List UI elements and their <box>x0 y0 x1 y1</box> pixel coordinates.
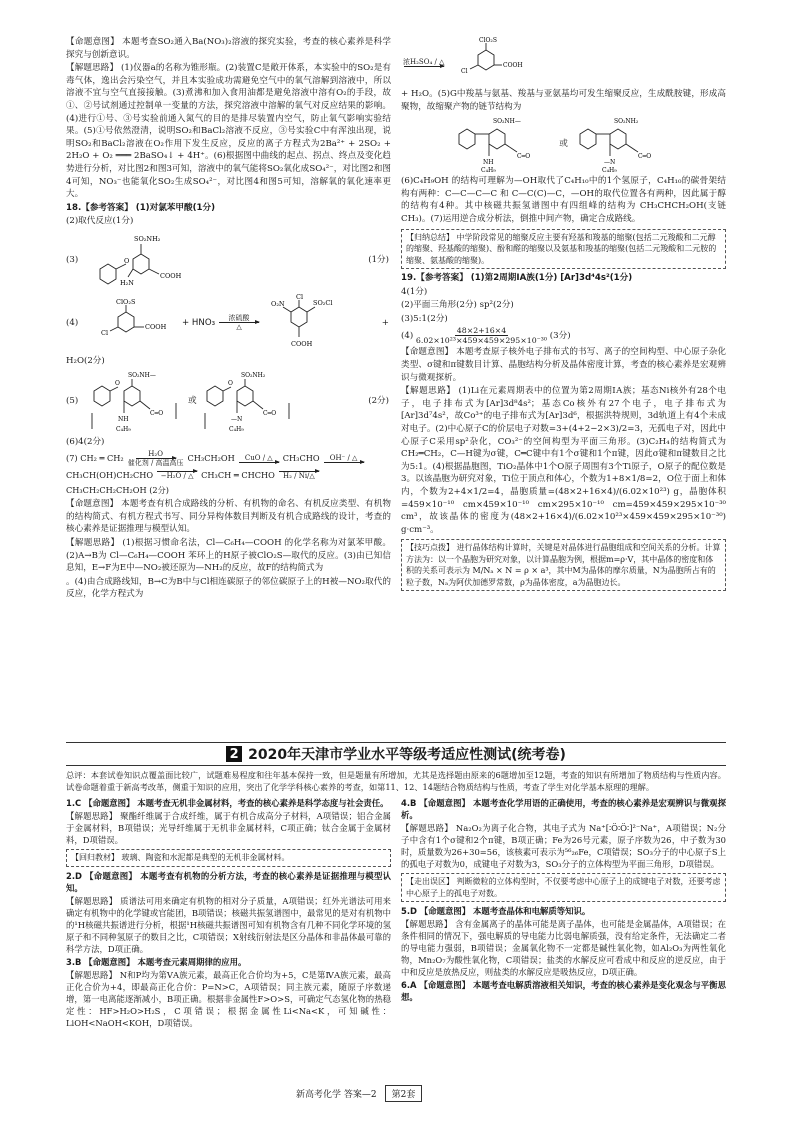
svg-text:C₄H₉: C₄H₉ <box>481 167 496 175</box>
svg-text:C₄H₉: C₄H₉ <box>601 167 617 175</box>
q19-intent: 【命题意图】 本题考查原子核外电子排布式的书写、离子的空间构型、中心原子杂化类型、σ键和π键数目计算、晶胞结构分析及晶体密度计算，考查的核心素养是宏观辨识与微观探析。 <box>401 347 726 383</box>
svg-text:SO₂NH₂: SO₂NH₂ <box>240 371 265 379</box>
ans5-solution: 【解题思路】 含有金属离子的晶体可能是离子晶体，也可能是金属晶体，A项错误；在条件相同的情况下，强电解质的导电能力比弱电解质强，没有给定条件，无法确定二者的导电能力强弱，B项错误；金属氧化物不一定都是碱性氧化物，如Al₂O₃为两性氧化物，Mn₂O₇为酸性氧化物，C项错误；盐类的水解反应可看成中和反应的逆反应，由于中和反应是放热反应，则盐类的水解反应是吸热反应，D项正确。 <box>401 919 726 977</box>
q19e-score: (3分) <box>549 331 571 342</box>
section-title: 2020年天津市学业水平等级考适应性测试(统考卷) <box>248 747 566 763</box>
footer-set: 第2套 <box>385 1085 423 1102</box>
mol-cl-label: Cl <box>101 328 109 337</box>
q18-item-5-label: (5) <box>66 396 79 407</box>
molecule-chloro-nitro <box>446 37 546 87</box>
route-acetaldehyde: CH₃CHO <box>282 453 320 464</box>
synthesis-route <box>66 450 391 496</box>
route-aldol: CH₃CH(OH)CH₂CHO <box>66 470 154 481</box>
q18-item-5 <box>66 369 391 435</box>
summary-box: 【归纳总结】 中学阶段常见的缩聚反应主要有羟基和羧基的缩聚(包括二元羧酸和二元醇的缩聚、羟基酸的缩聚)、酚和醛的缩聚以及氨基和羧基的缩聚(包括二元羧酸和二元胺的缩聚、氨基酸的缩聚)。 <box>401 229 726 270</box>
q17-intent: 【命题意图】 本题考查SO₂通入Ba(NO₃)₂溶液的探究实验，考查的核心素养是科学探究与创新意识。 <box>66 37 391 60</box>
polymer-unit-d <box>574 114 674 174</box>
mol-o-label: O <box>124 256 130 265</box>
right-text-1: + H₂O。(5)G中羧基与氨基、羧基与亚氨基均可发生缩聚反应，生成酰胺键，形成高聚物，故缩聚产物的链节结构为 <box>401 89 726 112</box>
svg-text:C═O: C═O <box>637 153 651 161</box>
q18-item-3 <box>66 229 391 291</box>
svg-text:O: O <box>227 379 233 387</box>
ans5-intent: 5.D 【命题意图】 本题考查晶体和电解质等知识。 <box>401 906 591 916</box>
mol-so2nh2-label: SO₂NH₂ <box>134 234 161 243</box>
q18-item-3-score: (1分) <box>368 254 389 265</box>
route-arrow-1-top: H₂O <box>148 450 163 459</box>
section-2 <box>66 742 726 1030</box>
svg-text:O: O <box>115 379 120 387</box>
section-number: 2 <box>226 746 242 762</box>
svg-text:—N: —N <box>603 159 616 167</box>
svg-text:SO₂NH—: SO₂NH— <box>128 371 156 379</box>
ans3-intent: 3.B 【命题意图】 本题考查元素周期律的应用。 <box>66 956 247 967</box>
route-arrow-1 <box>128 450 184 467</box>
svg-text:SO₂NH—: SO₂NH— <box>493 118 522 126</box>
q19-answer-c: (2)平面三角形(2分) sp²(2分) <box>401 300 514 311</box>
right-arrow <box>403 58 444 67</box>
molecule-c-structure <box>261 292 343 354</box>
route-arrow-2-cond: CuO / △ <box>244 454 273 463</box>
svg-text:C₄H₉: C₄H₉ <box>116 425 131 433</box>
svg-text:COOH: COOH <box>291 339 313 348</box>
route-arrow-2 <box>239 454 279 463</box>
route-arrow-4-cond: −H₂O / △ <box>160 471 194 480</box>
q18-intent: 【命题意图】 本题考查有机合成路线的分析、有机物的命名、有机反应类型、有机物的结构简式、有机方程式书写、同分异构体数目判断及有机合成路线的设计，考查的核心素养是证据推理与模型认知。 <box>66 499 391 535</box>
q18-item-6: (6)4(2分) <box>66 436 105 447</box>
svg-text:ClO₂S: ClO₂S <box>479 37 498 44</box>
route-ethanol: CH₃CH₂OH <box>187 453 235 464</box>
svg-text:C═O: C═O <box>517 153 531 161</box>
q17-solution: 【解题思路】 (1)仪器a的名称为锥形瓶。(2)装置C是敞开体系，本实验中的SO₂是有毒气体，逸出会污染空气，并且本实验成功需避免空气中的氧气溶解到溶液中，所以溶液不宜与空气直接接触。(3)煮沸和加入食用油都是避免溶液中溶有O₂的手段，故①、②号试剂通过控制单一变量的方法，探究溶液中溶解的氧气对反应结果的影响。(4)进行①号、③号实验前通入氮气的目的是排尽装置内空气，防止氧气影响实验结果。(5)①号依然澄清，说明SO₂和BaCl₂溶液不反应，③号实验C中有浑浊出现，说明SO₂和BaCl₂溶液在O₂作用下发生反应，反应的离子方程式为2Ba²⁺ + 2SO₂ + 2H₂O + O₂ ═══ 2BaSO₄↓ + 4H⁺。(6)根据图中曲线的起点、拐点、终点及变化趋势进行分析，对比图2和图3可知，溶液中的氧气能将SO₂氧化成SO₄²⁻，对比图2和图4可知，NO₃⁻也能氧化SO₂生成SO₄²⁻，对比图4和图5可知，溶解氧的氧化速率更大。 <box>66 63 391 200</box>
route-crotonaldehyde: CH₃CH ═ CHCHO <box>201 470 275 481</box>
right-or: 或 <box>559 138 568 149</box>
route-arrow-3-cond: OH⁻ / △ <box>329 454 358 463</box>
right-reaction <box>401 37 726 87</box>
density-fraction <box>416 326 547 345</box>
q18-water: H₂O(2分) <box>66 355 105 366</box>
route-arrow-4 <box>157 471 197 480</box>
ans4-intent: 4.B 【命题意图】 本题考查化学用语的正确使用，考查的核心素养是宏观辨识与微观探析。 <box>401 798 726 820</box>
bottom-left-column <box>66 797 391 1030</box>
q18-item-5-score: (2分) <box>368 396 389 407</box>
q19e-prefix: (4) <box>401 331 414 342</box>
svg-text:Cl: Cl <box>296 292 304 301</box>
svg-text:—N: —N <box>230 415 242 423</box>
mol-nh2-label: H₂N <box>120 278 134 287</box>
answer-page <box>66 36 726 1106</box>
right-text-2: (6)C₄H₉OH 的结构可理解为—OH取代了C₄H₁₀中的1个氢原子，C₄H₁₀的碳骨架结构有两种：C—C—C—C 和 C—C(C)—C，—OH的取代位置各有两种，因此属于醇的结构有4种。其中核磁共振氢谱图中有四组峰的结构为 CH₃CHCH₂OH(支链CH₃)。(7)运用逆合成分析法，倒推中间产物，确定合成路线。 <box>401 176 726 224</box>
bottom-columns <box>66 797 726 1030</box>
density-denominator: 6.02×10²³×459×459×295×10⁻³⁰ <box>415 336 548 346</box>
q19-answer-d: (3)5:1(2分) <box>401 313 448 324</box>
q19-answer-e <box>401 326 726 345</box>
q18-item-4: (4) ClO₂S Cl COOH + HNO₃ 浓硫酸 △ O₂N Cl SO₂Cl COOH + <box>66 292 391 354</box>
svg-text:Cl: Cl <box>461 68 468 75</box>
right-column <box>401 36 726 736</box>
polymer-unit-a <box>88 369 184 435</box>
right-polymer-units <box>401 114 726 174</box>
route-arrow-1-bottom: 催化剂 / 高温高压 <box>127 459 184 468</box>
svg-text:C₄H₉: C₄H₉ <box>228 425 244 433</box>
top-columns <box>66 36 726 736</box>
ans2-solution: 【解题思路】 质谱法可用来确定有机物的相对分子质量，A项错误；红外光谱法可用来确定有机物中的化学键或官能团，B项错误；核磁共振氢谱图中，最常见的是对有机物中的¹H核磁共振谱进行分析，根据¹H核磁共振谱图可知有机物含有几种不同化学环境的氢原子和不同种氢原子的数目之比，C项错误；X射线衍射法是区分晶体和非晶体最可靠的科学方法，D项正确。 <box>66 895 391 954</box>
mol-clo2s-label: ClO₂S <box>116 297 136 306</box>
density-numerator: 48×2+16×4 <box>456 326 507 336</box>
ans1-solution: 【解题思路】 聚酯纤维属于合成纤维，属于有机合成高分子材料，A项错误；铝合金属于金属材料，B项错误；光导纤维属于无机非金属材料，C项正确；钛合金属于金属材料，D项错误。 <box>66 811 391 845</box>
q19-answer: 19.【参考答案】 (1)第2周期ⅠA族(1分) [Ar]3d⁴4s²(1分) <box>401 273 633 284</box>
polymer-unit-b <box>201 369 297 435</box>
svg-text:SO₂Cl: SO₂Cl <box>313 298 333 307</box>
footer-left: 新高考化学 答案—2 <box>296 1090 377 1100</box>
ans6-intent: 6.A 【命题意图】 本题考查电解质溶液相关知识，考查的核心素养是变化观念与平衡思想。 <box>401 980 726 1002</box>
route-arrow-5 <box>279 471 319 480</box>
route-butanol: CH₃CH₂CH₂CH₂OH (2分) <box>66 484 169 495</box>
left-column <box>66 36 391 736</box>
page-footer <box>296 1085 422 1102</box>
svg-text:SO₂NH₂: SO₂NH₂ <box>613 118 639 126</box>
right-arrow-cond: 浓H₂SO₄ / △ <box>403 57 445 66</box>
svg-text:NH: NH <box>118 415 129 423</box>
route-arrow-5-cond: H₂ / Ni/△ <box>282 471 315 480</box>
svg-text:COOH: COOH <box>503 62 524 69</box>
q18-item-3-label: (3) <box>66 254 79 265</box>
ans3-solution: 【解题思路】 N和P均为第ⅤA族元素，最高正化合价均为+5，C是第ⅣA族元素，最高正化合价为+4，即最高正化合价：P=N>C，A项错误；同主族元素，随原子序数递增，第一电离能逐渐减小，B项正确。根据非金属性F>O>S，可确定气态氢化物的热稳定性：HF>H₂O>H₂S，C项错误；根据金属性Li<Na<K，可知碱性：LiOH<NaOH<KOH，D项错误。 <box>66 969 391 1028</box>
or-text-5: 或 <box>188 396 197 407</box>
ans1-box: 【回归教材】 玻璃、陶瓷和水泥都是典型的无机非金属材料。 <box>66 849 391 867</box>
ans4-solution: 【解题思路】 Na₂O₂为离子化合物，其电子式为 Na⁺[∶Ö∶Ö∶]²⁻Na⁺，A项错误；N₂分子中含有1个σ键和2个π键，B项正确；Fe为26号元素，原子序数为26，中子数为30时，质量数为26+30=56，该核素可表示为⁵⁶₂₆Fe，C项错误；SO₃分子的中心原子S上的孤电子对数为0，成键电子对数为3，SO₃分子的立体构型为平面三角形，D项错误。 <box>401 823 726 869</box>
svg-text:NH: NH <box>483 159 494 167</box>
cond-conc-h2so4: 浓硫酸 <box>228 314 250 323</box>
plus-sign: + <box>381 317 389 328</box>
svg-text:O₂N: O₂N <box>271 299 285 308</box>
molecule-f-structure <box>88 229 208 291</box>
molecule-b-structure <box>88 297 180 349</box>
bottom-right-column <box>401 797 726 1030</box>
tips-box: 【技巧点拨】 进行晶体结构计算时，关键是对晶体进行晶胞组成和空间关系的分析。计算方法为：以一个晶胞为研究对象，以计算晶胞为例，根据m=ρ·V，其中晶体的密度和体积的关系可表示为 M/Nₐ × N = ρ × a³，其中M为晶体的摩尔质量，N为晶胞所占有的粒子数，Nₐ为阿伏加德罗常数，ρ为晶体密度，a为晶胞边长。 <box>401 539 726 591</box>
q18-item-4-label: (4) <box>66 317 79 328</box>
q18-answer: 18.【参考答案】 (1)对氯苯甲酸(1分) <box>66 202 216 213</box>
svg-text:C═O: C═O <box>150 409 164 417</box>
reaction-arrow-4 <box>219 314 259 331</box>
mol-cooh-label: COOH <box>160 271 182 280</box>
section-summary: 总评：本套试卷知识点覆盖面比较广，试题难易程度和往年基本保持一致，但是题量有所增加，尤其是选择题由原来的6题增加至12题，考查的知识有所增加了物质结构与性质内容。试卷命题着重于新高考改革，侧重于知识的应用，突出了化学学科核心素养的考查，如第11、12、14题结合物质结构与性质，考查了学生对化学基本原理的理解。 <box>66 770 726 792</box>
q18-solution-cont: 。(4)由合成路线知，B→C为B中与Cl相连碳原子的邻位碳原子上的H被—NO₂取代的反应，化学方程式为 <box>66 576 391 600</box>
polymer-unit-c <box>453 114 553 174</box>
q19-answer-b: 4(1分) <box>401 286 428 297</box>
section-header <box>66 742 726 766</box>
q18-solution: 【解题思路】 (1)根据习惯命名法，Cl—C₆H₄—COOH 的化学名称为对氯苯甲酸。(2)A→B为 Cl—C₆H₄—COOH 苯环上的H原子被ClO₂S—取代的反应。(3)由已知信息知，E→F为E中—NO₂被还原为—NH₂的反应，故F的结构简式为 <box>66 538 391 574</box>
route-start: (7) CH₂ ═ CH₂ <box>66 453 124 464</box>
ans4-box: 【走出误区】 判断微粒的立体构型时，不仅要考虑中心原子上的成键电子对数，还要考虑中心原子上的孤电子对数。 <box>401 873 726 902</box>
ans1-intent: 1.C 【命题意图】 本题考查无机非金属材料，考查的核心素养是科学态度与社会责任。 <box>66 798 389 808</box>
mol-cooh-label-2: COOH <box>145 322 167 331</box>
cond-heat: △ <box>236 323 242 332</box>
svg-text:C═O: C═O <box>262 409 276 417</box>
ans2-intent: 2.D 【命题意图】 本题考查有机物的分析方法，考查的核心素养是证据推理与模型认知。 <box>66 870 391 893</box>
q19-solution: 【解题思路】 (1)Li在元素周期表中的位置为第2周期ⅠA族；基态Ni核外有28个电子，电子排布式为[Ar]3d⁸4s²；基态Co核外有27个电子，电子排布式为[Ar]3d⁷4s²，故Co³⁺的电子排布式为[Ar]3d⁶，根据洪特规则，3d轨道上有4个未成对电子。(2)中心原子C的价层电子对数=3+(4+2−2×3)/2=3，无孤电子对，因此中心原子C采用sp²杂化，CO₃²⁻的空间构型为平面三角形。(3)C₂H₄的结构简式为CH₂═CH₂，C—H键为σ键，C═C键中有1个σ键和1个π键，因此σ键和π键数目之比为5:1。(4)根据晶胞图，TiO₂晶体中1个O原子周围有3个Ti原子，O原子的配位数是3。以该晶胞为研究对象，Ti位于顶点和体心，个数为1+8×1/8=2，O位于面上和体内，个数为2+4×1/2=4，晶胞质量=(48×2+16×4)/(6.02×10²³) g，晶胞体积=459×10⁻¹⁰ cm×459×10⁻¹⁰ cm×295×10⁻¹⁰ cm=459×459×295×10⁻³⁰ cm³，故该晶体的密度为(48×2+16×4)/(6.02×10²³×459×459×295×10⁻³⁰) g·cm⁻³。 <box>401 386 726 535</box>
route-arrow-3 <box>324 454 364 463</box>
q18-answer-2: (2)取代反应(1分) <box>66 216 134 227</box>
